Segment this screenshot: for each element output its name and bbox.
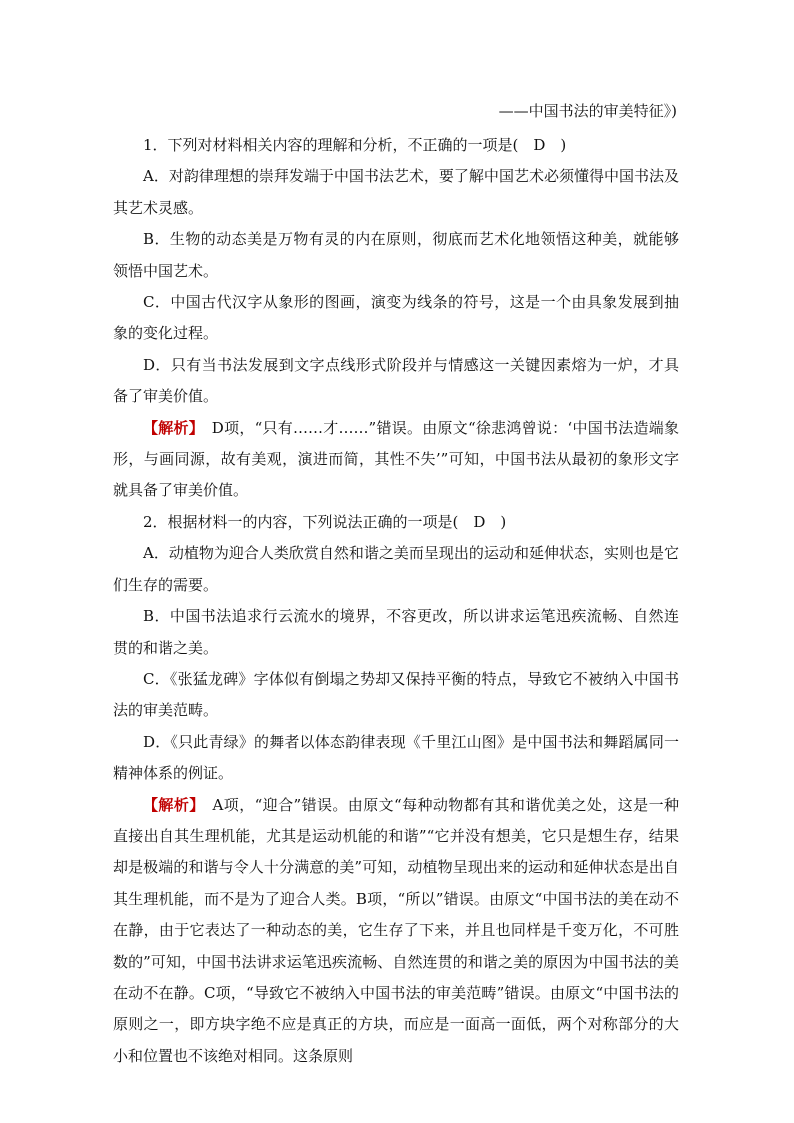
- question-2-option-c: C．《张猛龙碑》字体似有倒塌之势却又保持平衡的特点，导致它不被纳入中国书法的审美范畴。: [113, 669, 679, 720]
- analysis-text: A项，“迎合”错误。由原文“每种动物都有其和谐优美之处，这是一种直接出自其生理机能，尤其是运动机能的和谐”“它并没有想美，它只是想生存，结果却是极端的和谐与令人十分满意的美”可知，动植物呈现出来的运动和延伸状态是出自其生理机能，而不是为了迎合人类。B项，“所以”错误。由原文“中国书法的美在动不在静，由于它表达了一种动态的美，它生存了下来，并且也同样是千变万化，不可胜数的”可知，中国书法讲求运笔迅疾流畅、自然连贯的和谐之美的原因为中国书法的美在动不在静。C项，“导致它不被纳入中国书法的审美范畴”错误。由原文“中国书法的原则之一，即方块字绝不应是真正的方块，而应是一面高一面低，两个对称部分的大小和位置也不该绝对相同。这条原则: [113, 795, 679, 1065]
- question-1-option-d: D．只有当书法发展到文字点线形式阶段并与情感这一关键因素熔为一炉，才具备了审美价值。: [113, 355, 679, 406]
- question-2-stem: 2．根据材料一的内容，下列说法正确的一项是( D ): [143, 512, 507, 531]
- question-2-option-b: B．中国书法追求行云流水的境界，不容更改，所以讲求运笔迅疾流畅、自然连贯的和谐之美。: [113, 607, 679, 657]
- question-2-option-d: D．《只此青绿》的舞者以体态韵律表现《千里江山图》是中国书法和舞蹈属同一精神体系的例证。: [113, 732, 679, 783]
- question-1-option-c: C．中国古代汉字从象形的图画，演变为线条的符号，这是一个由具象发展到抽象的变化过程。: [113, 293, 679, 343]
- question-1-option-a: A．对韵律理想的崇拜发端于中国书法艺术，要了解中国艺术必须懂得中国书法及其艺术灵感。: [113, 167, 679, 217]
- analysis-label: 【解析】: [143, 795, 198, 814]
- document-body: [113, 130, 679, 1072]
- question-2-analysis: [113, 790, 679, 1073]
- question-1-analysis: [113, 413, 679, 507]
- analysis-text: D项，“只有……才……”错误。由原文“徐悲鸿曾说：‘中国书法造端象形，与画同源，故有美观，演进而简，其性不失’”可知，中国书法从最初的象形文字就具备了审美价值。: [113, 418, 679, 500]
- source-citation: ——中国书法的审美特征》): [498, 102, 677, 120]
- question-1-option-b: B．生物的动态美是万物有灵的内在原则，彻底而艺术化地领悟这种美，就能够领悟中国艺术。: [113, 230, 679, 280]
- question-1-stem: 1．下列对材料相关内容的理解和分析，不正确的一项是( D ): [143, 136, 567, 154]
- analysis-label: 【解析】: [143, 418, 197, 437]
- question-2-option-a: A．动植物为迎合人类欣赏自然和谐之美而呈现出的运动和延伸状态，实则也是它们生存的需要。: [113, 544, 679, 594]
